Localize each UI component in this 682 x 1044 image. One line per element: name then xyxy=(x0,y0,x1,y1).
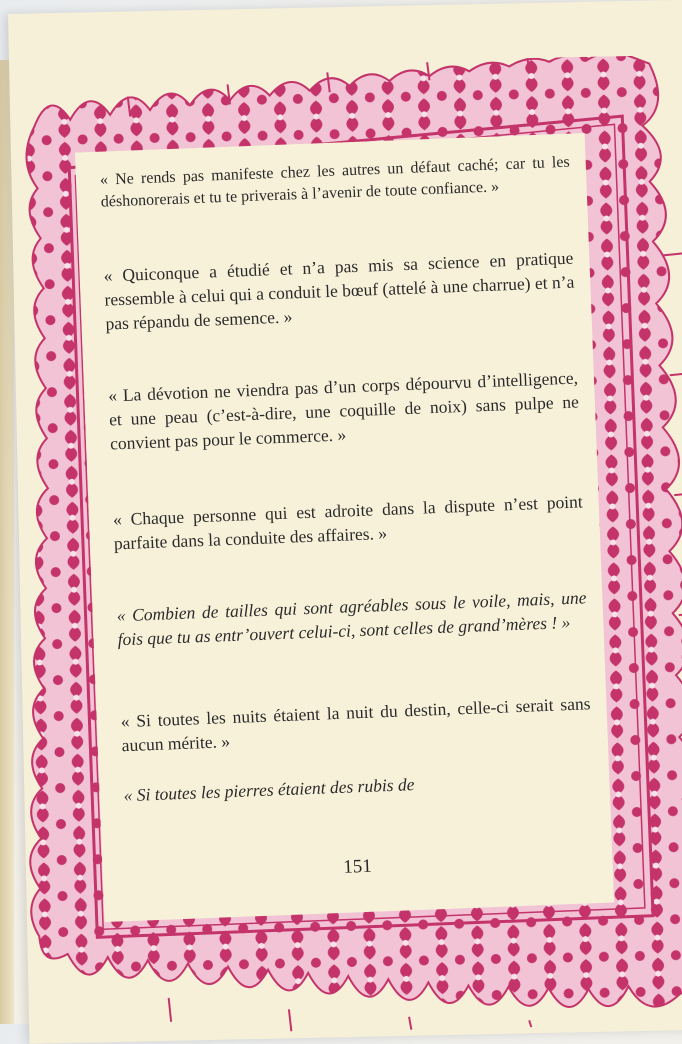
proverb-paragraph-italic: « Combien de tailles qui sont agréables sous le voile, mais, une fois que tu as entr’ouvert celui-ci, sont celles de grand’mères ! » xyxy=(116,587,587,650)
book-page xyxy=(8,0,682,1044)
text-area xyxy=(75,133,614,922)
proverb-paragraph-italic: « Si toutes les pierres étaient des rubis de xyxy=(123,774,415,806)
proverb-paragraph: « Si toutes les nuits étaient la nuit du destin, celle-ci serait sans aucun mérite. » xyxy=(120,693,591,756)
proverb-paragraph: « Chaque personne qui est adroite dans la dispute n’est point parfaite dans la conduite des affaires. » xyxy=(112,491,584,554)
proverb-paragraph: « La dévotion ne viendra pas d’un corps dépourvu d’intelligence, et une peau (c’est-à-dire, une coquille de noix) sans pulpe ne convient pas pour le commerce. » xyxy=(107,367,580,454)
page-number: 151 xyxy=(342,855,373,878)
proverb-paragraph: « Quiconque a étudié et n’a pas mis sa science en pratique ressemble à celui qui a conduit le bœuf (attelé à une charrue) et n’a pas répandu de semence. » xyxy=(103,247,575,334)
proverb-paragraph: « Ne rends pas manifeste chez les autres un défaut caché; car tu les déshonorerais et tu te priverais à l’avenir de toute confiance. » xyxy=(99,153,570,211)
